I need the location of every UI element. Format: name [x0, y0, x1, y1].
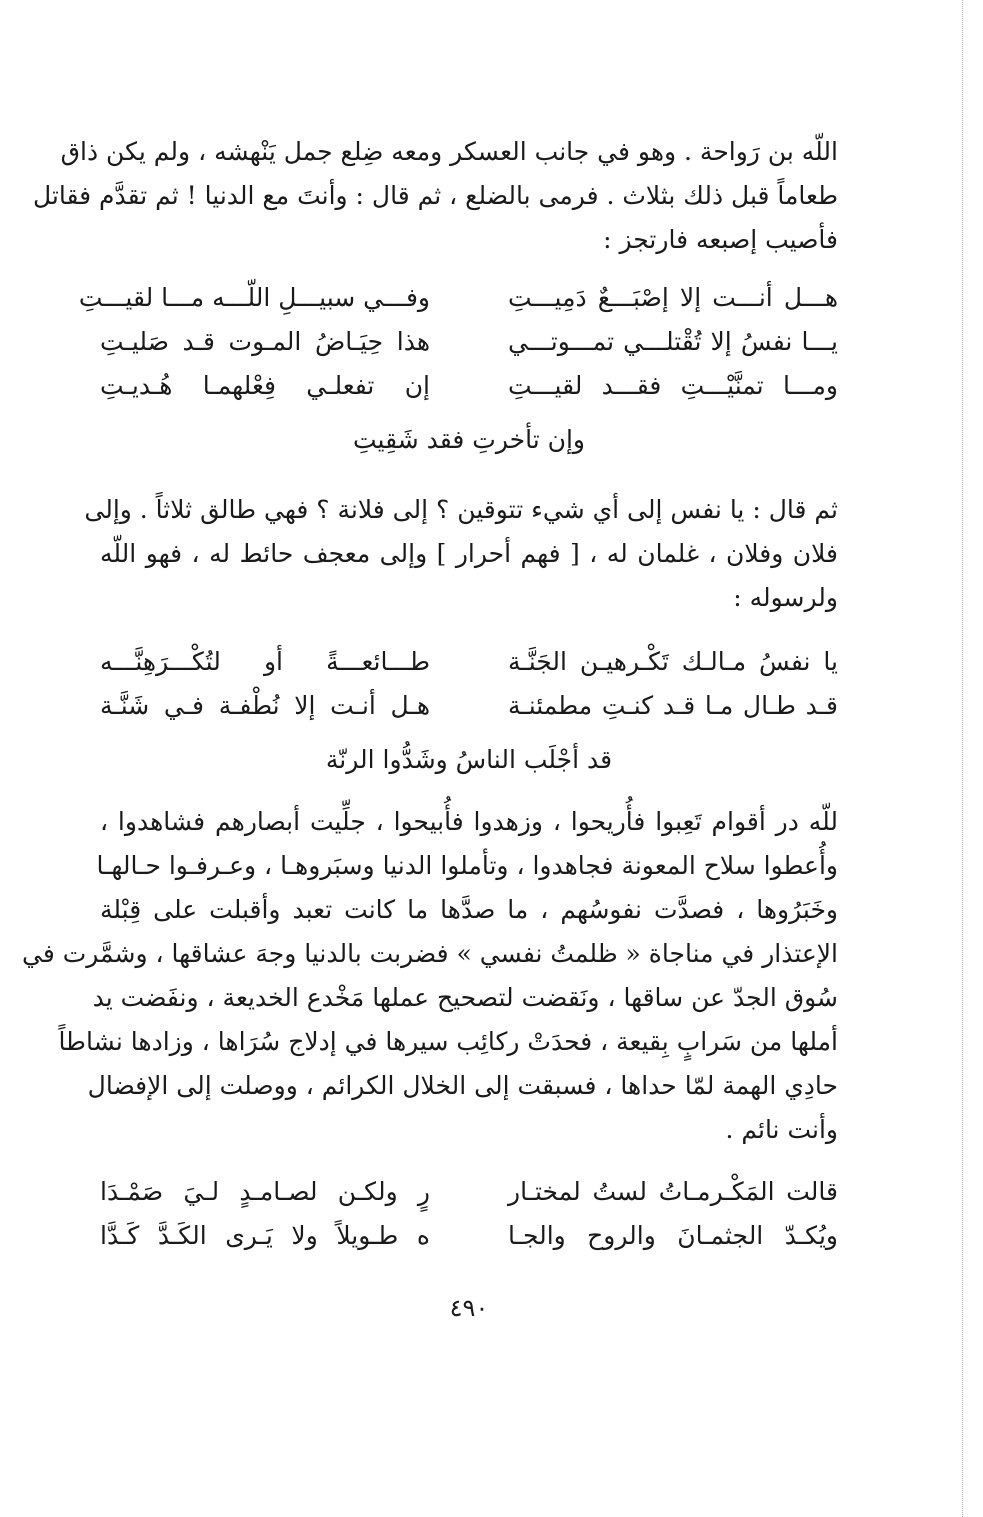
paragraph-2	[84, 488, 838, 620]
text-line: وأنت نائم .	[725, 1115, 838, 1144]
page-edge-rule	[962, 0, 963, 1517]
text-line: الإعتذار في مناجاة « ظلمتُ نفسي » فضربت بالدنيا وجهَ عشاقها ، وشمَّرت في	[21, 939, 838, 968]
verse-second-hemistich: هـل أنـت إلا نُطْفـة فـي شَنَّـة	[100, 691, 430, 720]
text-line: للّه در أقوام تَعِبوا فأُريحوا ، وزهدوا فأُبيحوا ، جلِّيت أبصارهم فشاهدوا ،	[100, 807, 838, 836]
verse-second-hemistich: ه طـويلاً ولا يَـرى الكَـدَّ كَـدَّا	[100, 1221, 430, 1250]
text-line: أملها من سَرابٍ بِقيعة ، فحدَتْ ركائِب سيرها في إدلاج سُرَاها ، وزادها نشاطاً	[58, 1027, 838, 1056]
verse-line	[100, 1214, 838, 1258]
page-number: ٤٩٠	[449, 1294, 489, 1322]
verse-second-hemistich: طـــائعـــةً أو لتُكْـــرَهِنَّـــه	[100, 647, 430, 676]
verse-second-hemistich: وفـــي سبيـــلِ اللّـــه مـــا لقيـــتِ	[78, 283, 430, 312]
verse-second-hemistich: إن تفعلـي فِعْلهمـا هُـديـتِ	[100, 371, 430, 400]
poem-2-closing-line: قد أجْلَب الناسُ وشَدُّوا الرنّة	[325, 745, 613, 774]
verse-first-hemistich: هـــل أنـــت إلا إصْبَـــعٌ دَمِيـــتِ	[508, 283, 838, 312]
text-line: اللّه بن رَواحة . وهو في جانب العسكر ومعه ضِلع جمل يَنْهشه ، ولم يكن ذاق	[60, 137, 838, 166]
verse-second-hemistich: هذا حِيَـاضُ المـوت قـد صَليـتِ	[100, 327, 430, 356]
verse-first-hemistich: يـــا نفسُ إلا تُقْتلـــي تمـــوتـــي	[508, 327, 838, 356]
verse-first-hemistich: يا نفسُ مـالـك تَكْـرهيـن الجَنَّـة	[508, 647, 838, 676]
text-line: فأصيب إصبعه فارتجز :	[603, 225, 838, 254]
verse-line	[100, 1170, 838, 1214]
verse-first-hemistich: قـد طـال مـا قـد كنـتِ مطمئنـة	[508, 691, 838, 720]
text-line: طعاماً قبل ذلك بثلاث . فرمى بالضلع ، ثم قال : وأنتَ مع الدنيا ! ثم تقدَّم فقاتل	[32, 181, 838, 210]
verse-line	[100, 684, 838, 728]
verse-line	[100, 364, 838, 408]
verse-line	[100, 320, 838, 364]
text-line: ثم قال : يا نفس إلى أي شيء تتوقين ؟ إلى فلانة ؟ فهي طالق ثلاثاً . وإلى	[84, 495, 838, 524]
paragraph-1	[32, 130, 838, 262]
verse-second-hemistich: رٍ ولكـن لصـامـدٍ لـيَ صَمْـدَا	[100, 1177, 430, 1206]
verse-first-hemistich: ويُكـدّ الجثمـانَ والروح والجـا	[508, 1221, 838, 1250]
text-line: وأُعطوا سلاح المعونة فجاهدوا ، وتأملوا الدنيا وسبَروهـا ، وعـرفـوا حـالهـا	[96, 851, 838, 880]
poem-2	[100, 640, 838, 728]
poem-1-closing-line: وإن تأخرتِ فقد شَقِيتِ	[353, 425, 585, 454]
text-line: وخَبَرُوها ، فصدَّت نفوسُهم ، ما صدَّها ما كانت تعبد وأقبلت على قِبْلة	[100, 895, 838, 924]
poem-1	[78, 276, 838, 408]
verse-first-hemistich: قالت المَكْـرمـاتُ لستُ لمختـار	[508, 1177, 838, 1206]
text-line: حادِي الهمة لمّا حداها ، فسبقت إلى الخلال الكرائم ، ووصلت إلى الإفضال	[87, 1071, 838, 1100]
text-line: سُوق الجدّ عن ساقها ، ونَقضت لتصحيح عملها مَخْدع الخديعة ، ونفَضت يد	[92, 983, 838, 1012]
verse-first-hemistich: ومـــا تمنَّيْـــتِ فقـــد لقيـــتِ	[508, 371, 838, 400]
verse-line	[78, 276, 838, 320]
paragraph-3	[21, 800, 838, 1152]
poem-3	[100, 1170, 838, 1258]
text-line: فلان وفلان ، غلمان له ، [ فهم أحرار ] وإلى معجف حائط له ، فهو اللّه	[100, 539, 838, 568]
text-line: ولرسوله :	[733, 583, 838, 612]
verse-line	[100, 640, 838, 684]
